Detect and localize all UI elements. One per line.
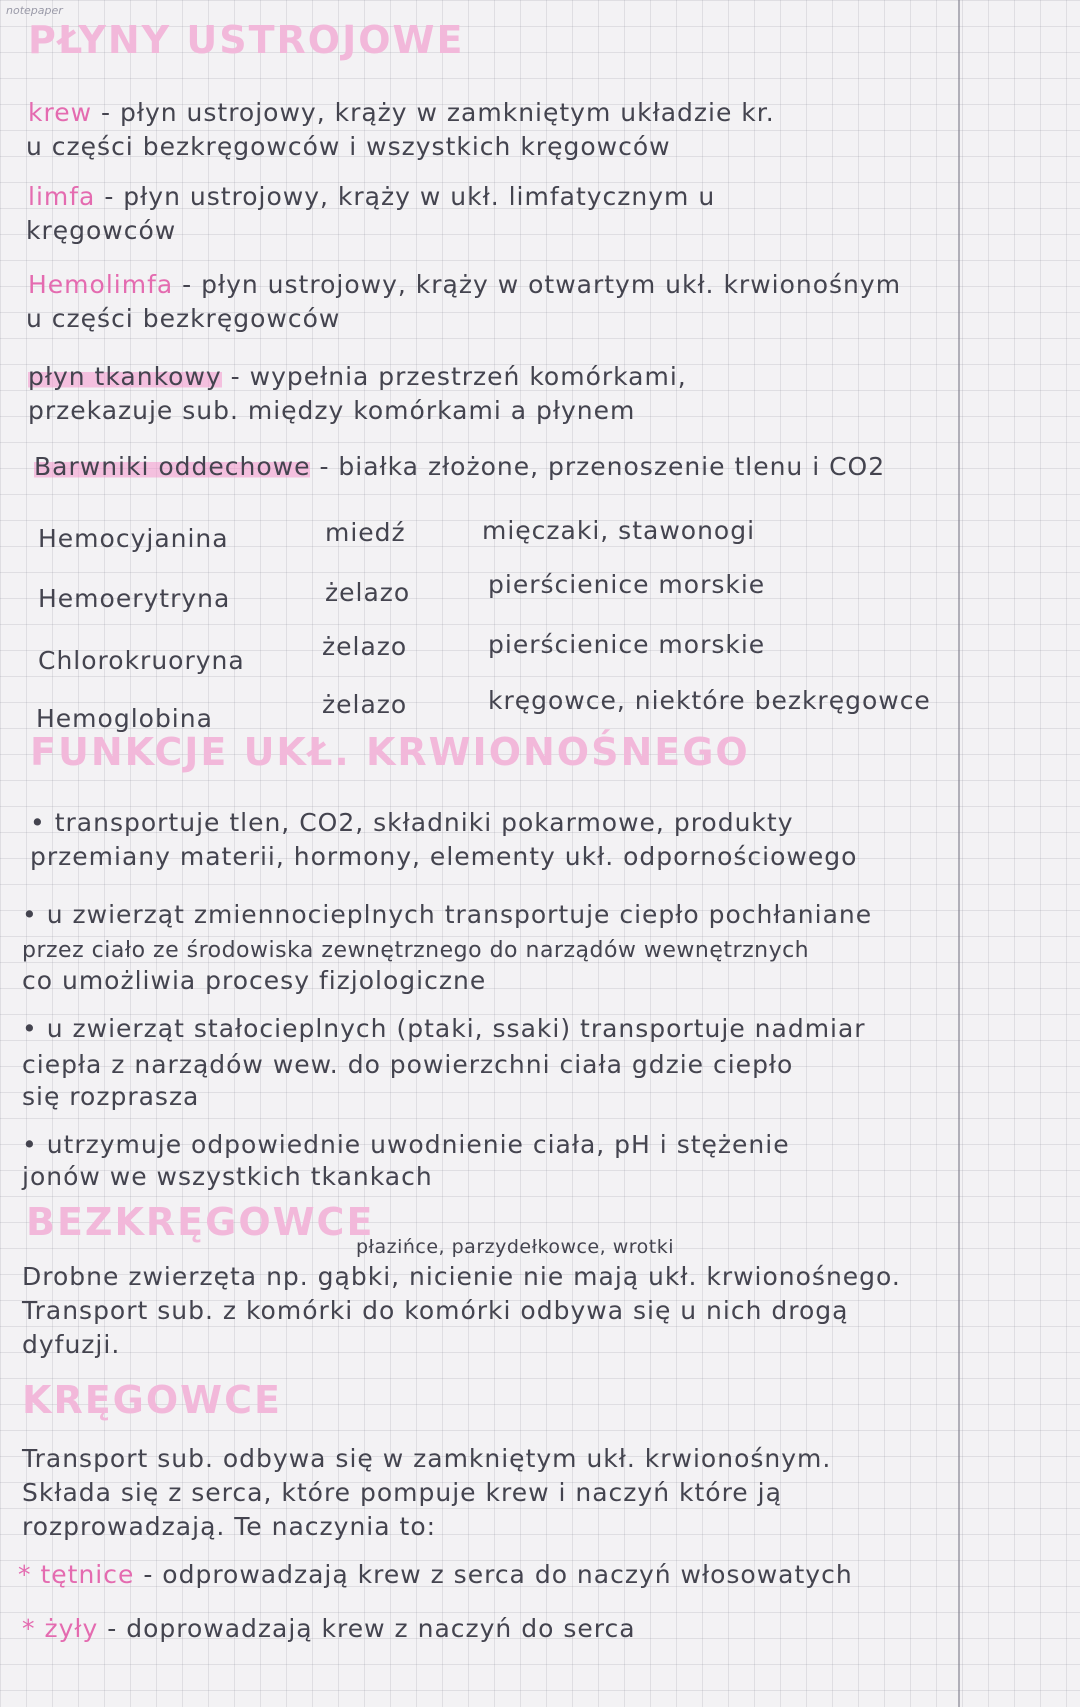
bullet2-line2: przez ciało ze środowiska zewnętrznego do narządów wewnętrznych <box>22 938 810 963</box>
pigment-metal: żelazo <box>322 690 408 719</box>
bullet-dot: • <box>22 1014 38 1043</box>
def-tetnice: - odprowadzają krew z serca do naczyń włosowatych <box>143 1560 853 1589</box>
bullet4-line2: jonów we wszystkich tkankach <box>22 1162 433 1191</box>
paper-brand: notepaper <box>6 4 63 17</box>
def-barwniki: - białka złożone, przenoszenie tlenu i CO2 <box>319 452 886 481</box>
pigment-metal: miedź <box>325 518 406 547</box>
heading-funkcje: FUNKCJE UKŁ. KRWIONOŚNEGO <box>30 730 750 774</box>
kregowce-line2: Składa się z serca, które pompuje krew i naczyń które ją <box>22 1478 782 1507</box>
pigment-name: Hemocyjanina <box>38 524 229 553</box>
def-hemolimfa-line1: - płyn ustrojowy, krąży w otwartym ukł. krwionośnym <box>182 270 902 299</box>
pigment-animals: pierścienice morskie <box>488 630 766 659</box>
pigment-metal: żelazo <box>322 632 408 661</box>
pigment-metal: żelazo <box>325 578 411 607</box>
bullet-zmiennocieplne <box>22 900 872 930</box>
bezkregowce-line2: Transport sub. z komórki do komórki odbywa się u nich drogą <box>22 1296 849 1325</box>
def-tkankowy-line2: przekazuje sub. między komórkami a płynem <box>28 396 636 425</box>
term-tetnice: tętnice <box>40 1560 135 1589</box>
definition-plyn-tkankowy <box>28 362 687 392</box>
bullet-dot: • <box>22 1130 38 1159</box>
def-zyly: - doprowadzają krew z naczyń do serca <box>107 1614 636 1643</box>
def-hemolimfa-line2: u części bezkręgowców <box>26 304 341 333</box>
bullet2-line1: u zwierząt zmiennocieplnych transportuje ciepło pochłaniane <box>46 900 873 929</box>
def-krew-line1: - płyn ustrojowy, krąży w zamkniętym układzie kr. <box>101 98 775 127</box>
heading-bezkregowce: BEZKRĘGOWCE <box>26 1200 375 1244</box>
bezkregowce-line3: dyfuzji. <box>22 1330 121 1359</box>
bezkregowce-line1: Drobne zwierzęta np. gąbki, nicienie nie mają ukł. krwionośnego. <box>22 1262 901 1291</box>
def-limfa-line1: - płyn ustrojowy, krąży w ukł. limfatycznym u <box>104 182 716 211</box>
bullet-stalocieplne <box>22 1014 866 1044</box>
def-limfa-line2: kręgowców <box>26 216 177 245</box>
definition-barwniki <box>34 452 885 482</box>
pigment-animals: pierścienice morskie <box>488 570 766 599</box>
pigment-name: Hemoerytryna <box>38 584 231 613</box>
bullet3-line3: się rozprasza <box>22 1082 200 1111</box>
definition-zyly <box>22 1614 636 1644</box>
pigment-name: Hemoglobina <box>36 704 213 733</box>
asterisk-icon: * <box>22 1614 36 1643</box>
bullet3-line2: ciepła z narządów wew. do powierzchni ciała gdzie ciepło <box>22 1050 794 1079</box>
term-barwniki-oddechowe: Barwniki oddechowe <box>34 452 311 481</box>
term-zyly: żyły <box>44 1614 99 1643</box>
kregowce-line3: rozprowadzają. Te naczynia to: <box>22 1512 437 1541</box>
term-limfa: limfa <box>28 182 96 211</box>
bullet4-line1: utrzymuje odpowiednie uwodnienie ciała, pH i stężenie <box>46 1130 790 1159</box>
term-plyn-tkankowy: płyn tkankowy <box>28 362 222 391</box>
definition-hemolimfa <box>28 270 901 300</box>
term-krew: krew <box>28 98 93 127</box>
def-krew-line2: u części bezkręgowców i wszystkich kręgowców <box>26 132 671 161</box>
bullet1-line1: transportuje tlen, CO2, składniki pokarmowe, produkty <box>54 808 794 837</box>
term-hemolimfa: Hemolimfa <box>28 270 174 299</box>
bullet-dot: • <box>30 808 46 837</box>
pigment-name: Chlorokruoryna <box>38 646 245 675</box>
pigment-animals: kręgowce, niektóre bezkręgowce <box>488 686 931 715</box>
bullet3-line1: u zwierząt stałocieplnych (ptaki, ssaki) transportuje nadmiar <box>46 1014 866 1043</box>
kregowce-line1: Transport sub. odbywa się w zamkniętym ukł. krwionośnym. <box>22 1444 832 1473</box>
asterisk-icon: * <box>18 1560 32 1589</box>
bullet-dot: • <box>22 900 38 929</box>
heading-kregowce: KRĘGOWCE <box>22 1378 282 1422</box>
definition-limfa <box>28 182 715 212</box>
margin-line <box>958 0 960 1707</box>
bullet-transport <box>30 808 794 838</box>
definition-krew <box>28 98 775 128</box>
bullet2-line3: co umożliwia procesy fizjologiczne <box>22 966 487 995</box>
bezkregowce-note: płazińce, parzydełkowce, wrotki <box>356 1236 674 1258</box>
bullet-uwodnienie <box>22 1130 790 1160</box>
heading-plyny-ustrojowe: PŁYNY USTROJOWE <box>28 18 465 62</box>
def-tkankowy-line1: - wypełnia przestrzeń komórkami, <box>230 362 687 391</box>
pigment-animals: mięczaki, stawonogi <box>482 516 756 545</box>
definition-tetnice <box>18 1560 853 1590</box>
bullet1-line2: przemiany materii, hormony, elementy ukł. odpornościowego <box>30 842 858 871</box>
